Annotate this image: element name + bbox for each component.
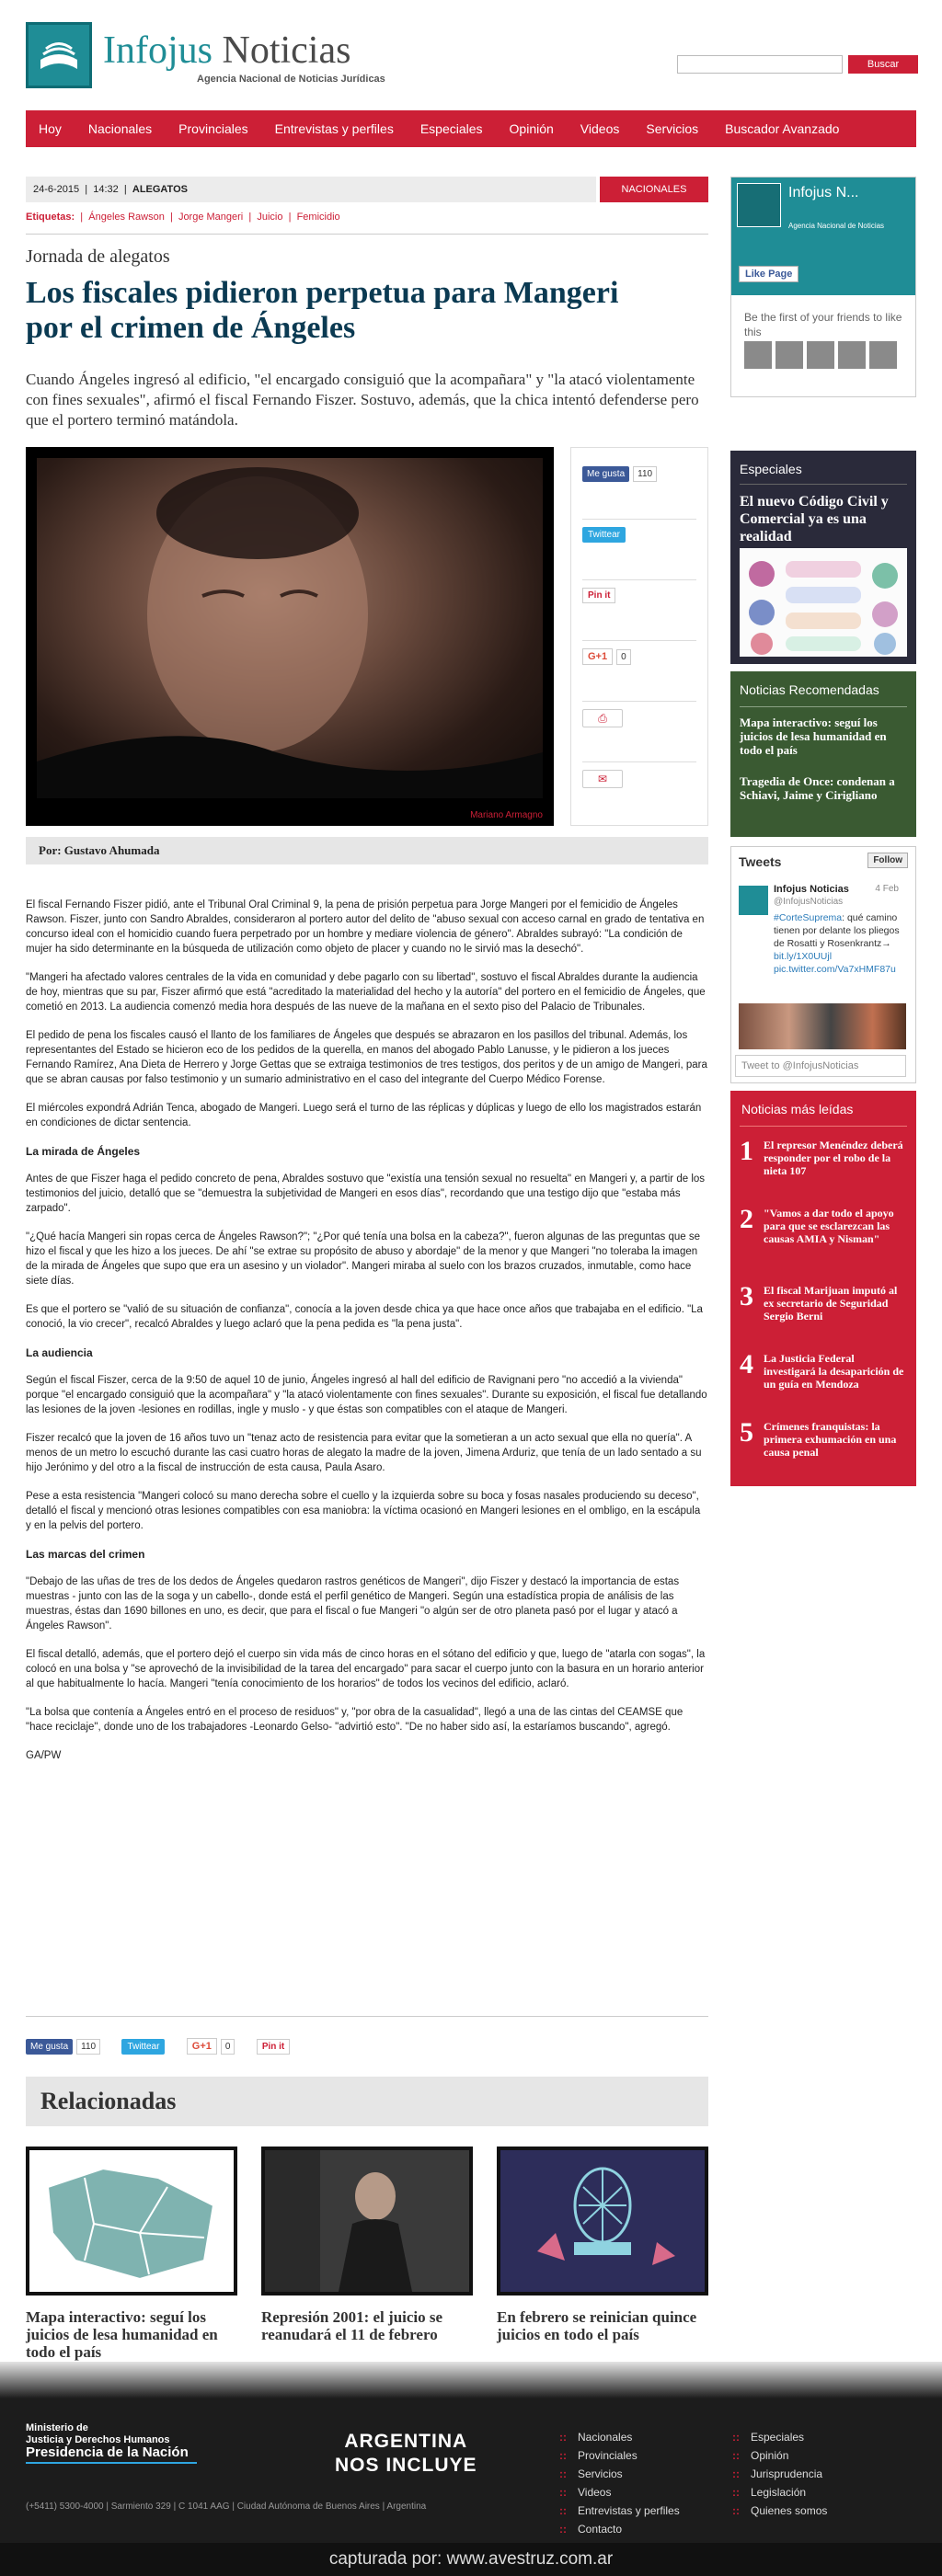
slogan-line: ARGENTINA <box>344 2431 468 2452</box>
printer-icon[interactable]: ⎙ <box>582 709 623 727</box>
related-caption[interactable]: Mapa interactivo: seguí los juicios de lesa humanidad en todo el país <box>26 2308 218 2361</box>
article-paragraph: "Mangeri ha afectado valores centrales de la vida en comunidad y debe pagarlo con su libertad", sostuvo el fiscal Abraldes durante la audiencia de hoy, mientras que su par, Fiszer afirmó que está "acreditado la materialidad del hecho y la autoría" del portero en el femicidio de Ángeles, que cometió en 2013. La audiencia comenzó media hora después de las nueve de la mañana en el sexto piso del Palacio de Tribunales. <box>26 972 706 1013</box>
article-paragraph: El pedido de pena los fiscales causó el llanto de los familiares de Ángeles que después se abrazaron en los pasillos del tribunal. Además, los representantes del Estado se hicieron eco de los pedidos de la querella, en manos del abogado Pablo Lanusse, y le pidieron a los jueces Fernando Ramírez, Ana Dieta de Herrero y Jorge Gettas que se extraiga testimonios de tres testigos, dos peritos y de un amigo de Mangeri, para que se abran causas por falso testimonio y un sumario administrativo en el caso del integrante del Cuerpo Médico Forense. <box>26 1030 707 1085</box>
avatar[interactable] <box>739 886 768 915</box>
share-row-gplus <box>582 648 696 702</box>
facebook-like-button[interactable]: Me gusta <box>582 466 629 482</box>
related-caption[interactable]: En febrero se reinician quince juicios en todo el país <box>497 2308 697 2343</box>
share-row-facebook <box>582 466 696 520</box>
rank-number: 3 <box>740 1281 753 1311</box>
most-read-title[interactable]: "Vamos a dar todo el apoyo para que se esclarezcan las causas AMIA y Nisman" <box>764 1207 894 1245</box>
tweet-link[interactable]: pic.twitter.com/Va7xHMF87u <box>774 964 896 975</box>
article-signature: GA/PW <box>26 1750 62 1761</box>
article-subheading: Las marcas del crimen <box>26 1548 145 1561</box>
rank-number: 4 <box>740 1349 753 1380</box>
avatar[interactable] <box>869 341 897 369</box>
article-headline: Los fiscales pidieron perpetua para Mangeri por el crimen de Ángeles <box>26 276 619 345</box>
tweet-author[interactable]: Infojus Noticias <box>774 884 849 895</box>
footer-link[interactable]: :: Provinciales <box>559 2446 680 2465</box>
most-read-item[interactable] <box>740 1282 909 1346</box>
footer-link[interactable]: :: Videos <box>559 2483 680 2502</box>
article-paragraph: "La bolsa que contenía a Ángeles entró en el proceso de residuos" y, "por obra de la casualidad", llegó a una de las cintas del CEAMSE que "hace reciclaje", donde uno de los trabajadores -Leonardo Gelso- "advirtió esto". "De no haber sido así, la estaríamos buscando", agregó. <box>26 1707 684 1733</box>
especiales-illustration[interactable] <box>740 548 907 657</box>
footer-link[interactable]: :: Servicios <box>559 2465 680 2483</box>
share-row-twitter <box>582 527 696 580</box>
recommended-box <box>730 671 916 837</box>
tweet-body: : qué camino tienen por delante los pliegos de Rosatti y Rosenkrantz→ <box>774 912 900 949</box>
ministry-line: Presidencia de la Nación <box>26 2444 189 2460</box>
footer-links-col2 <box>732 2428 827 2520</box>
footer-link[interactable]: :: Jurisprudencia <box>732 2465 827 2483</box>
most-read-item[interactable] <box>740 1205 909 1269</box>
most-read-title[interactable]: La Justicia Federal investigará la desaparición de un guía en Mendoza <box>764 1352 904 1391</box>
nav-item-buscador[interactable]: Buscador Avanzado <box>725 121 840 136</box>
main-nav <box>26 110 916 147</box>
footer <box>0 2362 942 2543</box>
tags-row: Etiquetas: | Ángeles Rawson | Jorge Mangeri | Juicio | Femicidio <box>26 212 340 223</box>
ministry-logo[interactable] <box>26 2422 197 2464</box>
most-read-item[interactable] <box>740 1350 909 1414</box>
pinterest-button[interactable]: Pin it <box>257 2039 290 2055</box>
share-panel <box>570 447 708 826</box>
tweet-text <box>774 911 902 976</box>
facebook-like-button[interactable]: Me gusta <box>26 2039 73 2055</box>
most-read-title[interactable]: El represor Menéndez deberá responder por el robo de la nieta 107 <box>764 1139 903 1177</box>
nav-item-hoy[interactable]: Hoy <box>39 121 62 136</box>
footer-link[interactable]: :: Opinión <box>732 2446 827 2465</box>
tags-label: Etiquetas: <box>26 212 75 223</box>
avatar[interactable] <box>838 341 866 369</box>
twitter-button[interactable]: Twittear <box>582 527 626 543</box>
divider <box>26 2016 708 2017</box>
article-subheading: La mirada de Ángeles <box>26 1145 141 1158</box>
related-illustration-image <box>497 2147 708 2296</box>
share-row-pinterest <box>582 588 696 641</box>
article-paragraph: Fiszer recalcó que la joven de 16 años tuvo un "tenaz acto de resistencia para evitar que la sometieran a un acto sexual que ella no quería". A menos de un metro lo escuchó durante las casi cuatro horas de alegato la madre de la joven, Jimena Arduriz, que tenía de un lado sentado a su hijo Jerónimo y del otro a la fiscal de instrucción de esta causa, Paula Asaro. <box>26 1433 702 1473</box>
tweet-to-input[interactable]: Tweet to @InfojusNoticias <box>735 1055 906 1077</box>
tag-link[interactable]: Femicidio <box>296 212 340 223</box>
tweets-widget <box>730 846 916 1083</box>
article-paragraph: "¿Qué hacía Mangeri sin ropas cerca de Ángeles Rawson?"; "¿Por qué tenía una bolsa en la cabeza?", fueron algunas de las preguntas que se hizo el fiscal y que les hizo a los jueces. De ahí "se extrae su propósito de abuso y abordaje" de la menor y que Mangeri "no toleraba la imagen de la mirada de Ángeles que supo que era un asesino y un violador". Mangeri miraba al suelo con los brazos cruzados, inmutable, como hace siete días. <box>26 1231 700 1287</box>
article-time: 14:32 <box>93 184 119 195</box>
nav-item-servicios[interactable]: Servicios <box>646 121 699 136</box>
divider <box>740 1126 907 1127</box>
article-paragraph: Según el fiscal Fiszer, cerca de la 9:50 de aquel 10 de junio, Ángeles ingresó al hall del edificio de Ravignani pero "no accedió a la vivienda" porque "el encargado consiguió que la acompañara" y "la atacó violentamente con fines sexuales". Durante su exposición, el fiscal fue detallando las lesiones de la joven -lesiones en rodillas, ingle y muslo - y que éstas son compatibles con el ataque de Mangeri. <box>26 1375 707 1415</box>
related-card[interactable] <box>261 2147 473 2343</box>
tag-link[interactable]: Jorge Mangeri <box>178 212 244 223</box>
search-button[interactable]: Buscar <box>848 55 918 74</box>
facebook-avatar <box>737 183 781 227</box>
article-lead: Cuando Ángeles ingresó al edificio, "el encargado consiguió que la acompañara" y "la atacó violentamente con fines sexuales", afirmó el fiscal Fernando Fiszer. Sostuvo, además, que la chica intentó defenderse pero que el portero terminó matándola. <box>26 371 699 429</box>
most-read-title[interactable]: El fiscal Marijuan imputó al ex secretario de Seguridad Sergio Berni <box>764 1284 898 1322</box>
avatar[interactable] <box>744 341 772 369</box>
article-date: 24-6-2015 <box>33 184 80 195</box>
follow-button[interactable]: Follow <box>867 853 908 868</box>
article-paragraph: Antes de que Fiszer haga el pedido concreto de pena, Abraldes sostuvo que "existía una tensión sexual no resuelta" en Mangeri y, a partir de los testimonios del juicio, detalló que se "demuestra la subjetividad de Mangeri en esos días", recordando que una testigo dijo que "estaba más zarpado". <box>26 1174 706 1214</box>
article-kicker: Jornada de alegatos <box>26 246 170 267</box>
ministry-underline <box>26 2462 197 2464</box>
facebook-page-sub: Agencia Nacional de Noticias <box>788 222 885 230</box>
logo-title: Infojus Noticias <box>103 29 351 72</box>
facebook-cover[interactable] <box>731 177 915 295</box>
share-row-print <box>582 709 696 762</box>
article-paragraph: El miércoles expondrá Adrián Tenca, abogado de Mangeri. Luego será el turno de las réplicas y dúplicas y luego de ello los magistrados estarán en condiciones de dictar sentencia. <box>26 1103 702 1128</box>
related-caption[interactable]: Represión 2001: el juicio se reanudará el 11 de febrero <box>261 2308 443 2343</box>
footer-link[interactable]: :: Especiales <box>732 2428 827 2446</box>
footer-links-col1 <box>559 2428 680 2538</box>
facebook-page-name[interactable]: Infojus N... <box>788 185 859 200</box>
twitter-button[interactable]: Twittear <box>121 2039 165 2055</box>
recommended-item[interactable]: Tragedia de Once: condenan a Schiavi, Jaime y Cirigliano <box>740 774 895 802</box>
divider <box>740 484 907 485</box>
footer-link[interactable]: :: Contacto <box>559 2520 680 2538</box>
especiales-box <box>730 451 916 664</box>
article-byline: Por: Gustavo Ahumada <box>26 837 708 864</box>
tag-link[interactable]: Ángeles Rawson <box>88 212 165 223</box>
footer-address: (+5411) 5300-4000 | Sarmiento 329 | C 1041 AAG | Ciudad Autónoma de Buenos Aires | Argentina <box>26 2502 427 2512</box>
footer-link[interactable]: :: Quienes somos <box>732 2502 827 2520</box>
nav-item-opinion[interactable]: Opinión <box>509 121 554 136</box>
nav-item-nacionales[interactable]: Nacionales <box>87 121 153 136</box>
nav-item-especiales[interactable]: Especiales <box>419 121 483 136</box>
photo-image <box>37 458 543 798</box>
capture-watermark: capturada por: www.avestruz.com.ar <box>0 2543 942 2576</box>
related-map-image <box>26 2147 237 2296</box>
rank-number: 1 <box>740 1136 753 1166</box>
article-paragraph: Es que el portero se "valió de su situación de confianza", conocía a la joven desde chica ya que hace once años que trabajaba en el edificio. "La conoció, la vio crecer", recalcó Abraldes y luego aclaró que la pena pedida es "la pena justa". <box>26 1304 703 1330</box>
ministry-line: Ministerio de <box>26 2422 88 2433</box>
most-read-box <box>730 1091 916 1486</box>
tweet-handle[interactable]: @InfojusNoticias <box>774 897 844 907</box>
tweets-label: Tweets <box>739 854 782 869</box>
especiales-title[interactable]: El nuevo Código Civil y Comercial ya es una realidad <box>740 494 889 544</box>
avatar[interactable] <box>807 341 834 369</box>
tweet-image[interactable] <box>739 1003 906 1049</box>
logo-book-icon <box>26 22 92 88</box>
article-subheading: La audiencia <box>26 1346 93 1359</box>
related-photo-image <box>261 2147 473 2296</box>
facebook-page-widget <box>730 177 916 397</box>
article-body <box>26 898 708 1777</box>
site-logo[interactable] <box>26 22 385 90</box>
footer-link[interactable]: :: Legislación <box>732 2483 827 2502</box>
most-read-label: Noticias más leídas <box>741 1102 854 1116</box>
avatar[interactable] <box>775 341 803 369</box>
ministry-line: Justicia y Derechos Humanos <box>26 2434 170 2445</box>
article-paragraph: El fiscal detalló, además, que el portero dejó el cuerpo sin vida más de cinco horas en el sótano del edificio y que, luego de "atarla con sogas", la colocó en una bolsa y "se aprovechó de la invisibilidad de la tarea del encargado" para sacar el cuerpo junto con la basura en un horario anterior al que habitualmente lo hacía. Mangeri "tenía conocimiento de los horarios" de todos los vecinos del edificio, aclaró. <box>26 1649 706 1689</box>
facebook-count: 110 <box>633 466 657 482</box>
most-read-item[interactable] <box>740 1418 909 1483</box>
mail-icon[interactable]: ✉ <box>582 770 623 788</box>
nav-item-entrevistas[interactable]: Entrevistas y perfiles <box>274 121 394 136</box>
footer-fade <box>0 2362 942 2399</box>
most-read-item[interactable] <box>740 1137 909 1201</box>
nav-item-provinciales[interactable]: Provinciales <box>178 121 248 136</box>
divider <box>740 706 907 707</box>
rank-number: 2 <box>740 1204 753 1234</box>
related-card[interactable] <box>26 2147 237 2361</box>
logo-subtitle: Agencia Nacional de Noticias Jurídicas <box>197 74 385 85</box>
slogan-line: NOS INCLUYE <box>335 2455 477 2476</box>
most-read-title[interactable]: Crímenes franquistas: la primera exhumación en una causa penal <box>764 1420 897 1459</box>
share-bar-bottom <box>26 2038 308 2055</box>
section-tag[interactable]: NACIONALES <box>600 177 708 202</box>
related-title: Relacionadas <box>40 2088 177 2114</box>
related-header <box>26 2077 708 2126</box>
argentina-slogan <box>335 2430 477 2478</box>
gplus-count: 0 <box>616 649 631 665</box>
nav-item-videos[interactable]: Videos <box>580 121 620 136</box>
article-category: ALEGATOS <box>132 184 188 195</box>
share-row-mail <box>582 770 696 823</box>
tweet-hashtag[interactable]: #CorteSuprema <box>774 912 843 923</box>
article-meta: 24-6-2015 | 14:32 | ALEGATOS <box>26 177 596 202</box>
facebook-first-friends: Be the first of your friends to like this <box>744 311 902 338</box>
related-card[interactable] <box>497 2147 708 2343</box>
tweet-link[interactable]: bit.ly/1X0UUjl <box>774 951 833 962</box>
gplus-button[interactable]: G+1 <box>187 2038 217 2055</box>
footer-link[interactable]: :: Entrevistas y perfiles <box>559 2502 680 2520</box>
gplus-count: 0 <box>221 2039 236 2055</box>
facebook-count: 110 <box>76 2039 100 2055</box>
recommended-label: Noticias Recomendadas <box>740 682 879 697</box>
article-paragraph: "Debajo de las uñas de tres de los dedos de Ángeles quedaron rastros genéticos de Mangeri", dijo Fiszer y destacó la importancia de estas muestras - junto con las de la soga y un cabello-, donde está el perfil genético de Mangeri. Según una estadística propia de análisis de las muestras, éstas dan 1690 billones en uno, es decir, que para el fiscal o fue Mangeri "o algún ser de otro planeta pasó por el lugar y atacó a Ángeles Rawson". <box>26 1576 680 1631</box>
facebook-faces <box>744 341 901 371</box>
photo-credit: Mariano Armagno <box>470 810 543 820</box>
article-paragraph: Pese a esta resistencia "Mangeri colocó su mano derecha sobre el cuello y la izquierda sobre su boca y fosas nasales produciendo su deceso", detalló el fiscal y mencionó otras lesiones compatibles con esa maniobra: la víctima ocasionó en Mangeri lesiones en el ombligo, en la escápula y en la pelvis del portero. <box>26 1491 701 1531</box>
footer-link[interactable]: :: Nacionales <box>559 2428 680 2446</box>
recommended-item[interactable]: Mapa interactivo: seguí los juicios de lesa humanidad en todo el país <box>740 716 887 757</box>
pinterest-button[interactable]: Pin it <box>582 588 615 603</box>
tweet-date[interactable]: 4 Feb <box>875 884 899 894</box>
search-input[interactable] <box>677 55 843 74</box>
tag-link[interactable]: Juicio <box>257 212 283 223</box>
article-photo <box>26 447 554 826</box>
gplus-button[interactable]: G+1 <box>582 648 613 665</box>
rank-number: 5 <box>740 1417 753 1448</box>
facebook-like-page-button[interactable]: Like Page <box>739 266 798 282</box>
especiales-label: Especiales <box>740 462 802 476</box>
article-paragraph: El fiscal Fernando Fiszer pidió, ante el Tribunal Oral Criminal 9, la pena de prisión perpetua para Jorge Mangeri por el femicidio de Ángeles Rawson. Fiszer, junto con Sandro Abraldes, consideraron al portero autor del delito de "abuso sexual con acceso carnal en grado de tentativa en concurso ideal con el homicidio cuando fuera perpetrado por un hombre y mediare violencia de género". Abraldes subrayó: "La condición de mujer ha sido determinante en la búsqueda de utilización como objeto de placer y cuando no le sirvió mas la desechó". <box>26 899 705 955</box>
divider <box>26 234 708 235</box>
